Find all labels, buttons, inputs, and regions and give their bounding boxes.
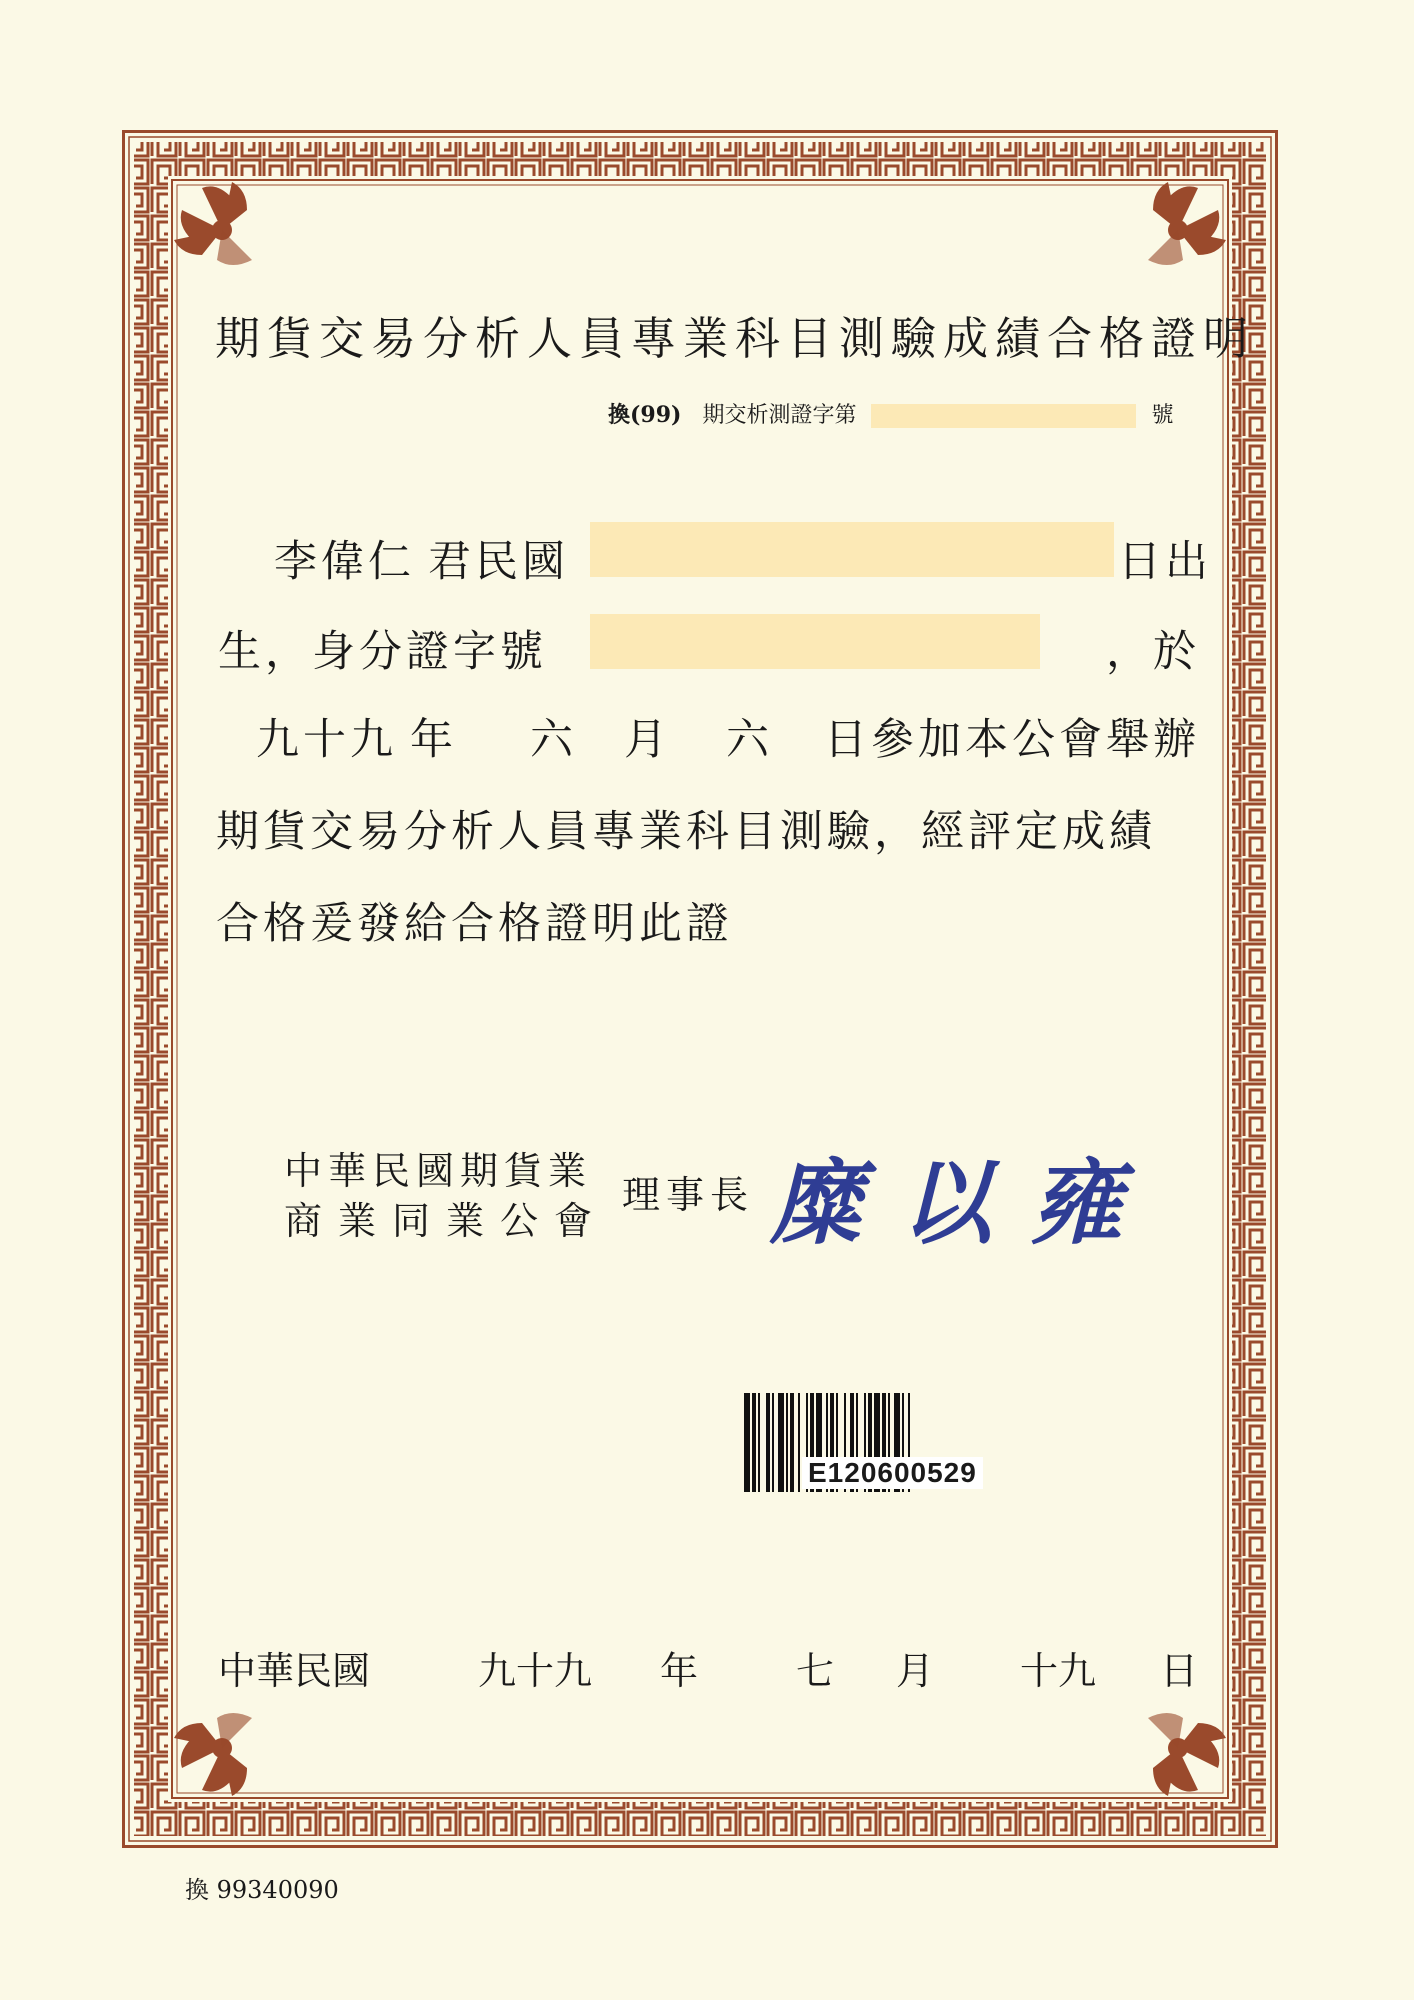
- cert-no-suffix: 號: [1151, 403, 1174, 428]
- exam-year: 九十九: [256, 715, 397, 765]
- barcode-bar: [758, 1393, 760, 1492]
- barcode-number: E120600529: [802, 1457, 983, 1489]
- issue-date-month: 七: [796, 1649, 835, 1693]
- barcode-bar: [798, 1393, 800, 1492]
- issue-date-day-unit: 日: [1160, 1649, 1199, 1693]
- issuer-role: 理事長: [622, 1173, 755, 1217]
- exam-month: 六: [530, 715, 577, 765]
- id-number-label: 生，身分證字號: [218, 627, 547, 677]
- redacted-cert-number: [871, 404, 1136, 428]
- cert-no-label: 期交析測證字第: [702, 403, 857, 428]
- certification-statement: 合格爰發給合格證明此證: [216, 899, 733, 949]
- barcode-bar: [752, 1393, 756, 1492]
- exam-month-unit: 月: [624, 715, 671, 765]
- exam-description: 日參加本公會舉辦: [824, 715, 1200, 765]
- issue-date-day: 十九: [1020, 1649, 1097, 1693]
- id-suffix-text: ，於: [1106, 627, 1200, 677]
- certificate-title: 期貨交易分析人員專業科目測驗成績合格證明: [215, 312, 1256, 365]
- certificate-number: [608, 398, 1173, 429]
- barcode-bar: [766, 1393, 770, 1492]
- barcode-bar: [778, 1393, 784, 1492]
- redacted-id-number: [590, 614, 1040, 669]
- issue-date-month-unit: 月: [896, 1649, 935, 1693]
- issuer-org-line2: 商業同業公會: [284, 1199, 609, 1243]
- redacted-birthdate: [590, 522, 1114, 577]
- serial-number: 換 99340090: [185, 1876, 339, 1904]
- cert-no-prefix: 換(99): [608, 402, 682, 428]
- barcode-bar: [790, 1393, 794, 1492]
- barcode-bar: [744, 1393, 750, 1492]
- issuer-organization: [284, 1146, 608, 1246]
- chairman-signature: 糜以雍: [770, 1149, 1161, 1257]
- birth-era-text: 君民國: [428, 537, 569, 587]
- decorative-border: [122, 130, 1278, 1848]
- exam-day: 六: [726, 715, 773, 765]
- exam-name-text: 期貨交易分析人員專業科目測驗，經評定成績: [216, 807, 1156, 857]
- barcode-bar: [772, 1393, 774, 1492]
- issue-date-era: 中華民國: [218, 1649, 371, 1693]
- exam-year-unit: 年: [410, 715, 457, 765]
- birth-suffix-text: 日出: [1118, 537, 1212, 587]
- barcode: [742, 1393, 1058, 1492]
- issue-date-year: 九十九: [478, 1649, 593, 1693]
- holder-name: 李偉仁: [274, 537, 415, 587]
- barcode-bar: [786, 1393, 788, 1492]
- issuer-org-line1: 中華民國期貨業: [284, 1149, 593, 1193]
- issue-date-year-unit: 年: [660, 1649, 699, 1693]
